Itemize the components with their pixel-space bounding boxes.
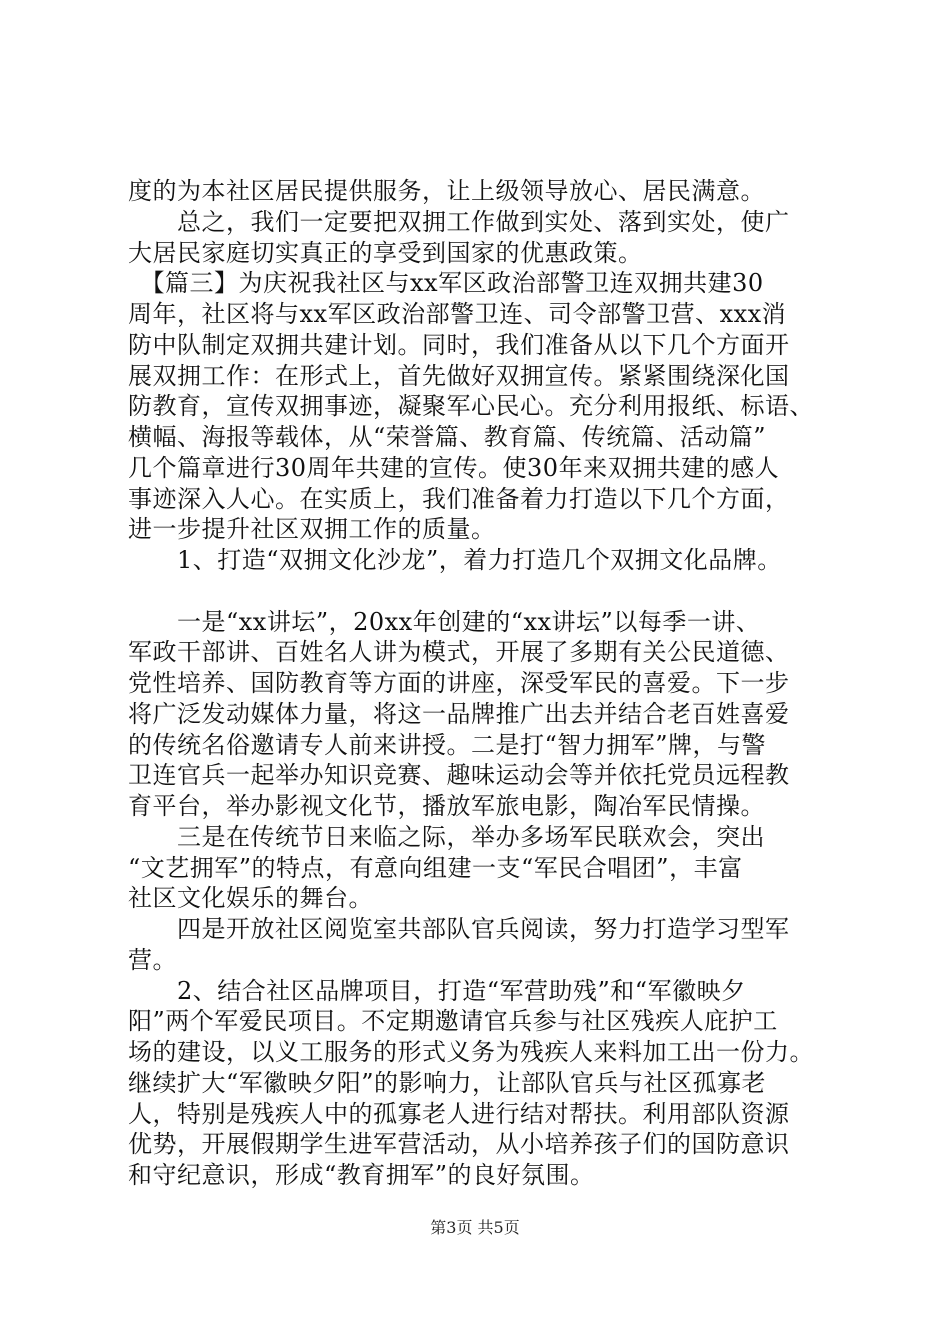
text-line: 三是在传统节日来临之际，举办多场军民联欢会，突出: [128, 823, 765, 851]
text-line: 营。: [128, 946, 177, 974]
text-line: 人，特别是残疾人中的孤寡老人进行结对帮扶。利用部队资源: [128, 1100, 790, 1128]
text-line: 场的建设，以义工服务的形式义务为残疾人来料加工出一份力。: [128, 1038, 814, 1066]
text-line: 1、打造“双拥文化沙龙”，着力打造几个双拥文化品牌。: [128, 546, 782, 574]
text-line: 防中队制定双拥共建计划。同时，我们准备从以下几个方面开: [128, 331, 790, 359]
text-line: 大居民家庭切实真正的享受到国家的优惠政策。: [128, 239, 643, 267]
text-line: 防教育，宣传双拥事迹，凝聚军心民心。充分利用报纸、标语、: [128, 392, 814, 420]
text-line: 继续扩大“军徽映夕阳”的影响力，让部队官兵与社区孤寡老: [128, 1069, 767, 1097]
text-line: 度的为本社区居民提供服务，让上级领导放心、居民满意。: [128, 177, 765, 205]
text-line: 四是开放社区阅览室共部队官兵阅读，努力打造学习型军: [128, 915, 790, 943]
text-line: 横幅、海报等载体，从“荣誉篇、教育篇、传统篇、活动篇”: [128, 423, 767, 451]
text-line: 的传统名俗邀请专人前来讲授。二是打“智力拥军”牌，与警: [128, 731, 767, 759]
text-line: 【篇三】为庆祝我社区与xx军区政治部警卫连双拥共建30: [128, 269, 764, 297]
text-line: 社区文化娱乐的舞台。: [128, 884, 373, 912]
text-line: 事迹深入人心。在实质上，我们准备着力打造以下几个方面，: [128, 485, 790, 513]
text-line: 优势，开展假期学生进军营活动，从小培养孩子们的国防意识: [128, 1130, 790, 1158]
text-line: “文艺拥军”的特点，有意向组建一支“军民合唱团”，丰富: [128, 854, 743, 882]
text-line: 2、结合社区品牌项目，打造“军营助残”和“军徽映夕: [128, 977, 746, 1005]
text-line: 一是“xx讲坛”，20xx年创建的“xx讲坛”以每季一讲、: [128, 608, 761, 636]
page-number-footer: 第3页 共5页: [430, 1218, 520, 1237]
text-line: 几个篇章进行30周年共建的宣传。使30年来双拥共建的感人: [128, 454, 780, 482]
text-line: 党性培养、国防教育等方面的讲座，深受军民的喜爱。下一步: [128, 669, 790, 697]
text-line: 卫连官兵一起举办知识竞赛、趣味运动会等并依托党员远程教: [128, 761, 790, 789]
text-line: 周年，社区将与xx军区政治部警卫连、司令部警卫营、xxx消: [128, 300, 787, 328]
text-line: 展双拥工作：在形式上，首先做好双拥宣传。紧紧围绕深化国: [128, 362, 790, 390]
text-line: 育平台，举办影视文化节，播放军旅电影，陶冶军民情操。: [128, 792, 765, 820]
text-line: 总之，我们一定要把双拥工作做到实处、落到实处，使广: [128, 208, 790, 236]
text-line: 和守纪意识，形成“教育拥军”的良好氛围。: [128, 1161, 595, 1189]
text-line: 阳”两个军爱民项目。不定期邀请官兵参与社区残疾人庇护工: [128, 1007, 778, 1035]
text-line: 军政干部讲、百姓名人讲为模式，开展了多期有关公民道德、: [128, 638, 790, 666]
text-line: 进一步提升社区双拥工作的质量。: [128, 515, 496, 543]
text-line: 将广泛发动媒体力量，将这一品牌推广出去并结合老百姓喜爱: [128, 700, 790, 728]
